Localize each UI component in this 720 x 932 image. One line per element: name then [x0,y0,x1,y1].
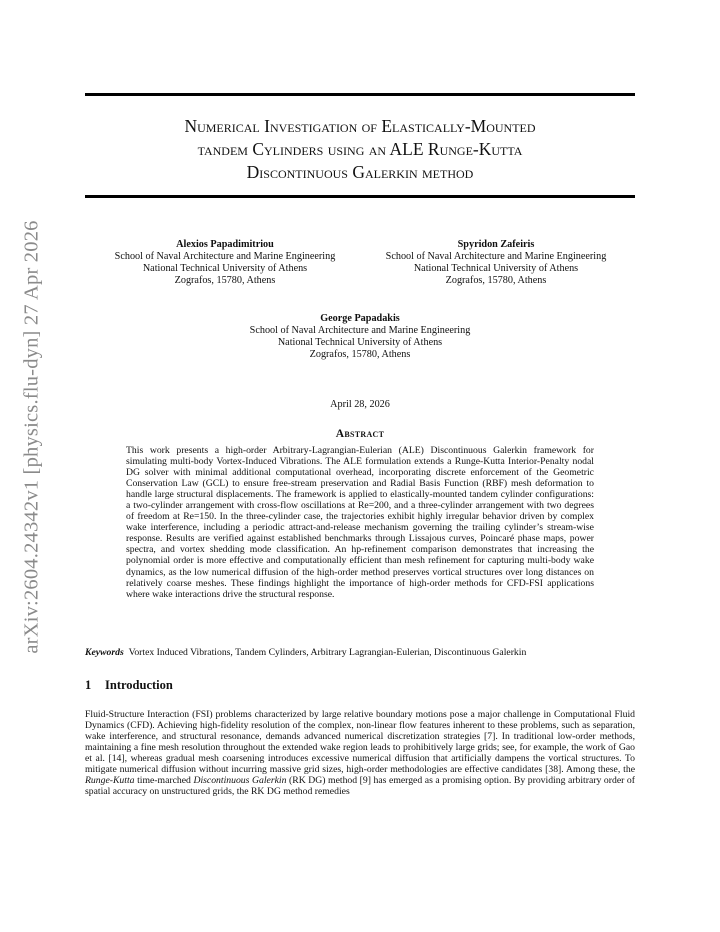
title-line-1: Numerical Investigation of Elastically-Mounted [184,116,536,136]
author-block [85,239,365,287]
author-block [220,313,500,361]
arxiv-sidebar [18,212,46,662]
author-university: National Technical University of Athens [277,337,443,348]
keywords-text: Vortex Induced Vibrations, Tandem Cylinders, Arbitrary Lagrangian-Eulerian, Discontinuous Galerkin [128,647,527,658]
author-block [360,239,632,287]
section-title: Introduction [105,678,173,692]
author-school: School of Naval Architecture and Marine Engineering [385,251,607,262]
arxiv-identifier: arXiv:2604.24342v1 [physics.flu-dyn] 27 Apr 2026 [20,220,43,654]
abstract-text: This work presents a high-order Arbitrary-Lagrangian-Eulerian (ALE) Discontinuous Galerkin framework for simulating multi-body Vortex-Induced Vibrations. The ALE formulation extends a Runge-Kutta Interior-Penalty nodal DG solver with minimal additional computational overhead, incorporating discrete enforcement of the Geometric Conservation Law (GCL) to ensure free-stream preservation and Radial Basis Function (RBF) mesh deformation to handle large structural displacements. The framework is applied to elastically-mounted tandem cylinder configurations: a two-cylinder arrangement with cross-flow oscillations at Re=200, and a three-cylinder arrangement with two degrees of freedom at Re=150. In the three-cylinder case, the trajectories exhibit highly irregular behavior driven by complex wake interference, including a periodic attract-and-release mechanism governing the trailing cylinder’s stream-wise response. Results are verified against established benchmarks through Lissajous curves, Poincaré phase maps, power spectra, and vortex shedding mode classification. An hp-refinement comparison demonstrates that increasing the polynomial order is more effective and computationally efficient than mesh refinement for capturing multi-body wake dynamics, as the low numerical diffusion of the high-order method preserves vortical structures over long distances on relatively coarse meshes. These findings highlight the importance of high-order methods for CFD-FSI applications where wake interactions drive the structural response. [126,445,594,600]
intro-paragraph [85,709,635,797]
intro-text: time-marched [134,775,194,787]
intro-emphasis: Discontinuous Galerkin [193,775,287,787]
author-school: School of Naval Architecture and Marine Engineering [114,251,336,262]
paper-date: April 28, 2026 [330,399,390,410]
author-location: Zografos, 15780, Athens [174,275,276,286]
author-location: Zografos, 15780, Athens [309,349,411,360]
author-school: School of Naval Architecture and Marine Engineering [249,325,471,336]
bottom-rule [85,195,635,198]
author-name: George Papadakis [320,313,400,324]
section-number: 1 [85,678,92,692]
intro-text: Fluid-Structure Interaction (FSI) problems characterized by large relative boundary motions pose a major challenge in Computational Fluid Dynamics (CFD). Achieving high-fidelity resolution of the complex, non-linear flow features inherent to these problems, such as separation, wake interference, and structural resonance, demands advanced numerical discretization strategies [7]. In traditional low-order methods, maintaining a fine mesh resolution throughout the extended wake region leads to prohibitively large grids; see, for example, the work of Gao et al. [14], whereas gradual mesh coarsening introduces excessive numerical diffusion that artificially dampens the vortical structures. To mitigate numerical diffusion without incurring massive grid sizes, high-order methodologies are effective candidates [38]. Among these, the [85,709,635,776]
paper-title [85,115,635,184]
author-university: National Technical University of Athens [413,263,579,274]
title-line-2: tandem Cylinders using an ALE Runge-Kutta [197,139,523,159]
abstract-heading: Abstract [335,428,385,440]
section-heading [85,678,173,693]
top-rule [85,93,635,96]
author-university: National Technical University of Athens [142,263,308,274]
author-location: Zografos, 15780, Athens [445,275,547,286]
author-name: Spyridon Zafeiris [457,239,535,250]
intro-text: (RK DG) method [9] has emerged as a promising option. By providing arbitrary order of spatial accuracy on unstructured grids, the RK DG method remedies [85,775,635,798]
author-name: Alexios Papadimitriou [176,239,274,250]
keywords-line [85,647,640,658]
keywords-label: Keywords [85,647,124,658]
intro-emphasis: Runge-Kutta [85,775,135,787]
title-line-3: Discontinuous Galerkin method [246,162,474,182]
